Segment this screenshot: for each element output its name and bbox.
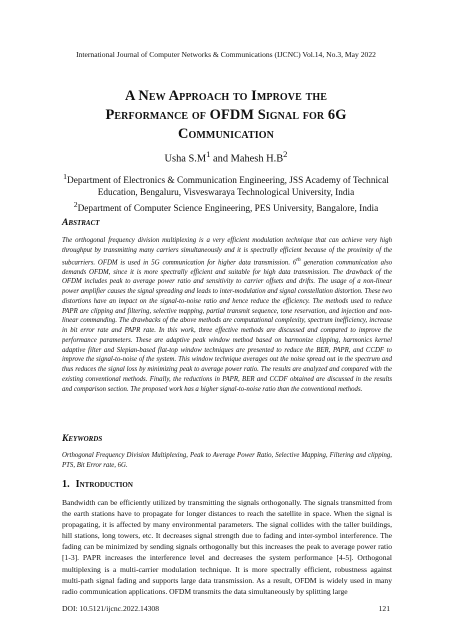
author-1: Usha S.M bbox=[164, 153, 207, 165]
title-line-1: A New Approach to Improve the bbox=[124, 88, 327, 104]
paper-title bbox=[60, 87, 392, 144]
abstract-heading: Abstract bbox=[62, 217, 100, 228]
author-2: and Mahesh H.B bbox=[210, 153, 284, 165]
keywords-text: Orthogonal Frequency Division Multiplexing, Peak to Average Power Ratio, Selective Mapping, Filtering and clipping, PTS, Bit Error rate, 6G. bbox=[62, 452, 392, 469]
affiliation-1-marker: 1 bbox=[63, 172, 67, 181]
introduction-heading bbox=[62, 479, 133, 490]
author-list bbox=[0, 149, 452, 164]
affiliation-1 bbox=[56, 171, 396, 199]
introduction-text: Bandwidth can be efficiently utilized by transmitting the signals orthogonally. The signals transmitted from the earth stations have to propagate for longer distances to reach the satellite in space. When the signal is propagating, it is affected by many environmental parameters. The signal collides with the taller buildings, hill stations, long towers, etc. It decreases signal strength due to fading and inter-symbol interference. The fading can be minimized by sending signals orthogonally but this increases the peak to average power ratio [1-3]. PAPR increases the interference level and decreases the system performance [4-5]. Orthogonal multiplexing is a multi-carrier modulation technique. It is more spectrally efficient, robustness against multi-path signal fading and supports large data transmission. As a result, OFDM is widely used in many radio communication applications. OFDM transmits the data simultaneously by splitting large bbox=[62, 498, 392, 596]
affiliation-2 bbox=[56, 199, 396, 216]
footer-doi: DOI: 10.5121/ijcnc.2022.14308 bbox=[62, 604, 160, 613]
affiliation-1-text: Department of Electronics & Communication Engineering, JSS Academy of Technical Education, Bengaluru, Visveswaraya Technological University, India bbox=[66, 176, 389, 198]
affiliation-2-text: Department of Computer Science Engineering, PES University, Bangalore, India bbox=[77, 204, 379, 215]
page-number: 121 bbox=[378, 604, 390, 613]
abstract-text bbox=[62, 236, 392, 394]
keywords-heading: Keywords bbox=[62, 433, 103, 444]
section-number: 1. bbox=[62, 479, 70, 490]
running-header: International Journal of Computer Networks & Communications (IJCNC) Vol.14, No.3, May 2022 bbox=[76, 50, 376, 59]
abstract-text-part-1: The orthogonal frequency division multiplexing is a very efficient modulation technique that can achieve very high throughput by transmitting many carriers simultaneously and it is spectrally efficient because of the proximity of the subcarriers. OFDM is used in 5G communication for higher data transmission. 6 bbox=[62, 237, 392, 266]
title-line-2: Performance of OFDM Signal for 6G bbox=[105, 107, 347, 123]
author-2-affil-marker: 2 bbox=[283, 149, 288, 159]
title-line-3: Communication bbox=[178, 126, 274, 142]
affiliation-2-marker: 2 bbox=[73, 200, 78, 210]
section-title: Introduction bbox=[75, 479, 133, 490]
abstract-superscript: th bbox=[296, 256, 301, 263]
affiliations bbox=[56, 171, 396, 216]
author-1-affil-marker: 1 bbox=[206, 149, 211, 159]
abstract-text-part-2: generation communication also demands OFDM, since it is more spectrally efficient and suitable for high data transmission. The drawback of the OFDM includes peak to average power ratio and sensitivity to carrier offsets and drifts. The usage of a non-linear power amplifier causes the signal spreading and leads to inter-modulation and signal constellation distortion. These two distortions have an impact on the signal-to-noise ratio and hence reduce the efficiency. The methods used to reduce PAPR are clipping and filtering, selective mapping, partial transmit sequence, tone reservation, and injection and non-linear commanding. The drawbacks of the above methods are computational complexity, spectrum inefficiency, increase in bit error rate and PAPR rate. In this work, three effective methods are discussed and compared to improve the performance parameters. These are adaptive peak window method based on harmonize clipping, harmonics kernel adaptive filter and Slepian-based flat-top window techniques are presented to reduce the BER, PAPR, and CCDF to improve the signal-to-noise of the system. This window technique averages out the noise spread out in the spectrum and thus reduces the signal loss by minimizing peak to average power ratio. The results are analyzed and compared with the existing conventional methods. Finally, the reductions in PAPR, BER and CCDF obtained are discussed in the results and comparison section. The proposed work has a higher signal-to-noise ratio than the conventional methods. bbox=[62, 258, 392, 393]
